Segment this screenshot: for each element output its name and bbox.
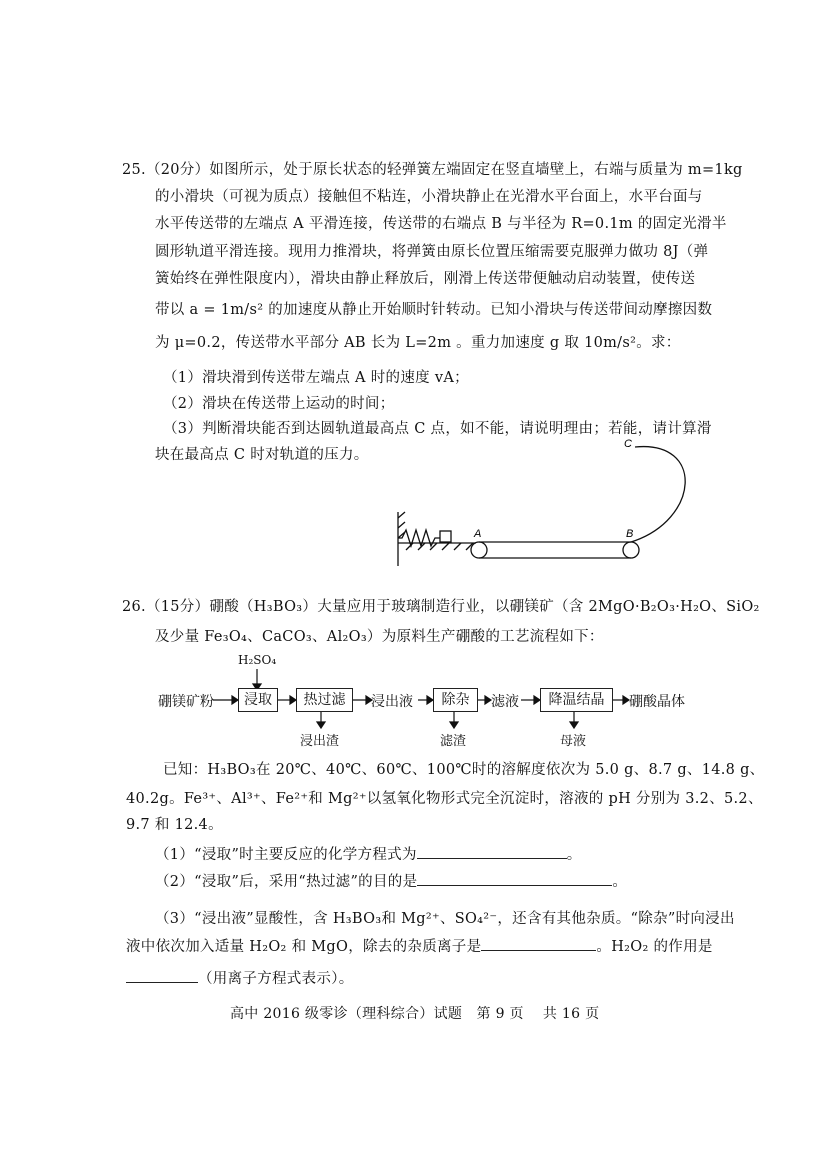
q25-sub-2: （2）滑块在传送带上运动的时间； [163,396,395,412]
q26-part-2-period: 。 [612,874,628,890]
page-footer: 高中 2016 级零诊（理科综合）试题 第 9 页 共 16 页 [230,1006,600,1022]
answer-blank-1[interactable] [417,846,567,859]
q25-sub-3: （3）判断滑块能否到达圆轨道最高点 C 点，如不能，请说明理由；若能，请计算滑 [163,421,712,437]
q25-line-1: 25.（20分）如图所示，处于原长状态的轻弹簧左端固定在竖直墙壁上，右端与质量为 m=1kg [122,162,743,178]
q25-line-3: 水平传送带的左端点 A 平滑连接，传送带的右端点 B 与半径为 R=0.1m 的固定光滑半 [155,216,727,232]
flow-mid-1: 浸出液 [371,694,413,710]
q26-part-3: （3）“浸出液”显酸性，含 H₃BO₃和 Mg²⁺、SO₄²⁻，还含有其他杂质。“除杂”时向浸出 [155,911,735,927]
flow-box-crystallize: 降温结晶 [540,688,613,712]
flow-mid-2: 滤液 [491,694,519,710]
q25-line-4: 圆形轨道平滑连接。现用力推滑块，将弹簧由原长位置压缩需要克服弹力做功 8J（弹 [155,244,709,260]
semicircle-track [631,447,685,542]
q25-line-5: 簧始终在弹性限度内），滑块由静止释放后，刚滑上传送带便触动启动装置，使传送 [155,271,696,287]
flow-under-1: 浸出渣 [300,734,340,749]
answer-blank-2[interactable] [417,873,612,886]
point-c-label: C [624,438,632,450]
point-b-label: B [626,528,634,540]
q26-part-1-text: （1）“浸取”时主要反应的化学方程式为 [155,847,417,863]
flow-reagent: H₂SO₄ [238,653,277,667]
q26-part-3-end [126,967,354,988]
left-pulley [471,542,487,558]
q26-part-2-text: （2）“浸取”后，采用“热过滤”的目的是 [155,874,418,890]
flow-box-purify: 除杂 [433,688,478,712]
q26-part-3-text-2: 。H₂O₂ 的作用是 [596,939,713,955]
slider-block [440,531,451,542]
q26-part-3-cont [126,935,713,956]
flow-under-3: 母液 [560,734,587,749]
answer-blank-3[interactable] [481,938,596,951]
q25-sub-1: （1）滑块滑到传送带左端点 A 时的速度 vA； [163,370,469,386]
q26-part-3-text: 液中依次加入适量 H₂O₂ 和 MgO，除去的杂质离子是 [126,939,482,955]
q26-known-1: 已知：H₃BO₃在 20℃、40℃、60℃、100℃时的溶解度依次为 5.0 g、8.7 g、14.8 g、 [163,762,765,778]
q25-line-7: 为 μ=0.2，传送带水平部分 AB 长为 L=2m 。重力加速度 g 取 10m/s²。求： [155,335,681,351]
q26-part-3-text-3: （用离子方程式表示）。 [198,971,354,987]
flow-under-2: 滤渣 [440,734,467,749]
flow-start: 硼镁矿粉 [158,694,214,710]
q25-sub-3-cont: 块在最高点 C 时对轨道的压力。 [155,447,369,463]
q25-line-2: 的小滑块（可视为质点）接触但不粘连，小滑块静止在光滑水平台面上，水平台面与 [155,189,703,205]
q26-known-2: 40.2g。Fe³⁺、Al³⁺、Fe²⁺和 Mg²⁺以氢氧化物形式完全沉淀时，溶液的 pH 分别为 3.2、5.2、 [126,791,763,807]
q26-line-2: 及少量 Fe₃O₄、CaCO₃、Al₂O₃）为原料生产硼酸的工艺流程如下： [155,629,604,645]
q26-part-1-period: 。 [566,847,582,863]
flow-box-leach: 浸取 [238,688,278,712]
flow-box-hot-filter: 热过滤 [296,688,353,712]
q26-part-1 [155,843,582,864]
point-a-label: A [474,528,482,540]
flow-end: 硼酸晶体 [629,694,685,710]
q26-line-1: 26.（15分）硼酸（H₃BO₃）大量应用于玻璃制造行业，以硼镁矿（含 2MgO·B₂O₃·H₂O、SiO₂ [122,599,760,615]
q26-known-3: 9.7 和 12.4。 [126,817,223,833]
q25-line-6: 带以 a = 1m/s² 的加速度从静止开始顺时针转动。已知小滑块与传送带间动摩擦因数 [155,302,713,318]
right-pulley [623,542,639,558]
answer-blank-4[interactable] [126,970,198,983]
q26-part-2 [155,870,627,891]
